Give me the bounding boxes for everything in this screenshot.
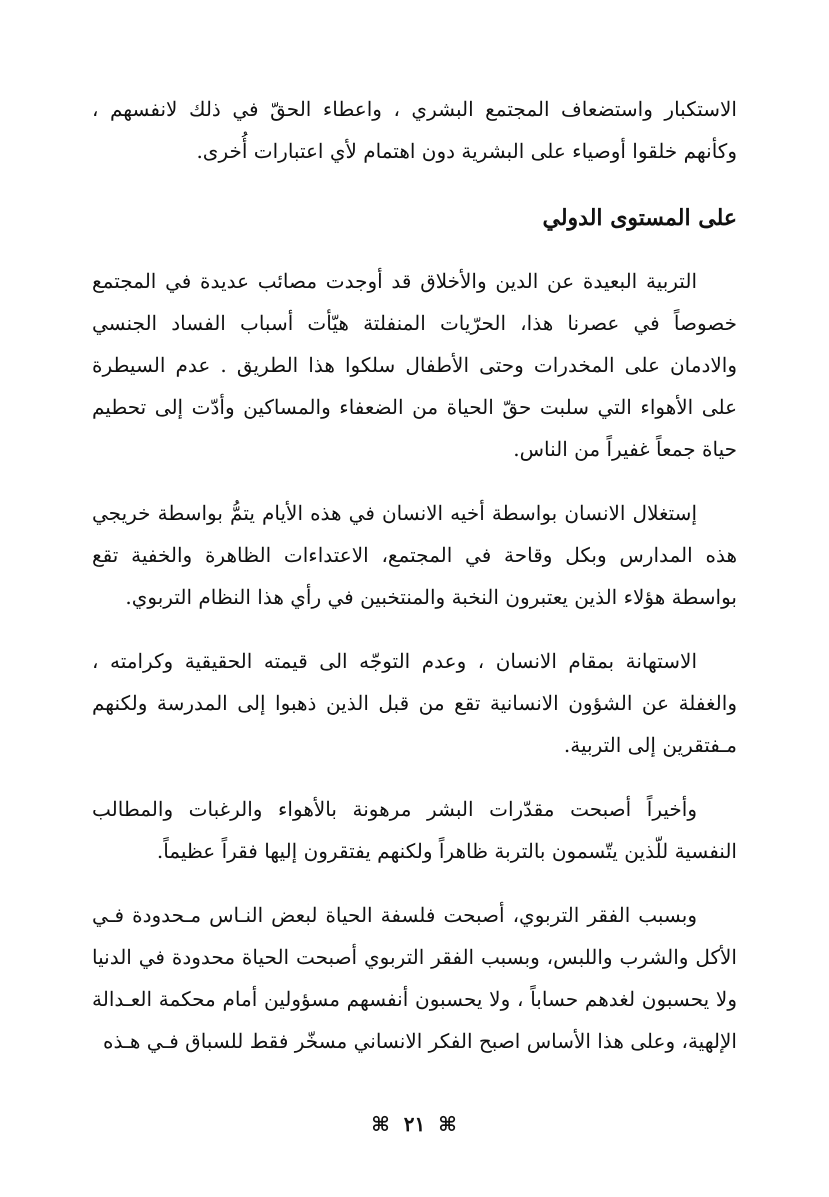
- paragraph-4: وأخيراً أصبحت مقدّرات البشر مرهونة بالأهواء والرغبات والمطالب النفسية للّذين يتّسمون بالتربة ظاهراً ولكنهم يفتقرون إليها فقراً عظيماً.: [92, 797, 737, 863]
- intro-paragraph: الاستكبار واستضعاف المجتمع البشري ، واعطاء الحقّ في ذلك لانفسهم ، وكأنهم خلقوا أوصياء على البشرية دون اهتمام لأي اعتبارات أُخرى.: [92, 97, 737, 163]
- page-footer: [0, 1112, 829, 1136]
- section-heading: على المستوى الدولي: [542, 205, 737, 231]
- ornament-right-icon: ⌘: [438, 1112, 458, 1136]
- page-body: [92, 88, 737, 1084]
- paragraph-3: الاستهانة بمقام الانسان ، وعدم التوجّه الى قيمته الحقيقية وكرامته ، والغفلة عن الشؤون الانسانية تقع من قبل الذين ذهبوا إلى المدرسة ولكنهم مـفتقرين إلى التربية.: [92, 649, 737, 757]
- ornament-left-icon: ⌘: [371, 1112, 391, 1136]
- paragraph-2: إستغلال الانسان بواسطة أخيه الانسان في هذه الأيام يتمُّ بواسطة خريجي هذه المدارس وبكل وقاحة في المجتمع، الاعتداءات الظاهرة والخفية تقع بواسطة هؤلاء الذين يعتبرون النخبة والمنتخبين في رأي هذا النظام التربوي.: [92, 501, 737, 609]
- page-number: ٢١: [403, 1112, 426, 1136]
- paragraph-1: التربية البعيدة عن الدين والأخلاق قد أوجدت مصائب عديدة في المجتمع خصوصاً في عصرنا هذا، الحرّيات المنفلتة هيّأت أسباب الفساد الجنسي والادمان على المخدرات وحتى الأطفال سلكوا هذا الطريق . عدم السيطرة على الأهواء التي سلبت حقّ الحياة من الضعفاء والمساكين وأدّت إلى تحطيم حياة جمعاً غفيراً من الناس.: [92, 269, 737, 461]
- paragraph-5: وبسبب الفقر التربوي، أصبحت فلسفة الحياة لبعض النـاس مـحدودة فـي الأكل والشرب واللبس، وبسبب الفقر التربوي أصبحت الحياة محدودة في الدنيا ولا يحسبون لغدهم حساباً ، ولا يحسبون أنفسهم مسؤولين أمام محكمة العـدالة الإلهية، وعلى هذا الأساس اصبح الفكر الانساني مسخّر فقط للسباق فـي هـذه: [92, 903, 737, 1053]
